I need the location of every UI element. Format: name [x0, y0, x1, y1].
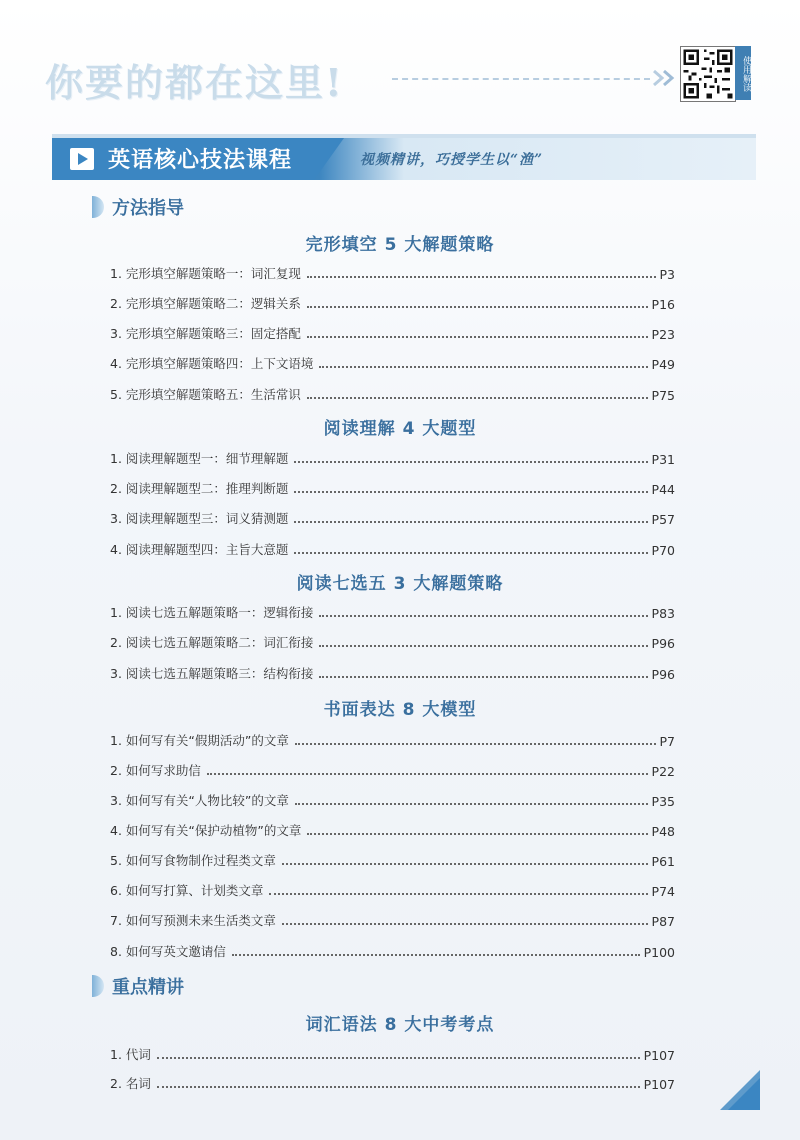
section-marker-icon	[92, 975, 104, 997]
toc-item-label: 1. 阅读理解题型一：细节理解题	[110, 451, 289, 466]
toc-leader-dots	[319, 615, 647, 617]
banner-title: 英语核心技法课程	[108, 148, 293, 173]
toc-item-page: P48	[651, 824, 675, 839]
toc-leader-dots	[294, 552, 647, 554]
toc-item-label: 3. 如何写有关“人物比较”的文章	[110, 793, 289, 808]
section-marker-icon	[92, 196, 104, 218]
toc-item[interactable]	[110, 383, 675, 403]
toc-leader-dots	[207, 773, 648, 775]
toc-item-page: P96	[651, 636, 675, 651]
group-title: 书面表达 8 大模型	[323, 700, 477, 720]
toc-item-page: P3	[659, 267, 675, 282]
group-title: 阅读理解 4 大题型	[323, 419, 477, 439]
toc-leader-dots	[295, 803, 648, 805]
toc-item[interactable]	[110, 322, 675, 342]
toc-item[interactable]	[110, 940, 675, 960]
toc-item[interactable]	[110, 352, 675, 372]
toc-item-label: 2. 阅读七选五解题策略二：词汇衔接	[110, 635, 314, 650]
toc-item-page: P96	[651, 667, 675, 682]
toc-item-page: P57	[651, 512, 675, 527]
toc-item[interactable]	[110, 292, 675, 312]
toc-leader-dots	[232, 954, 640, 956]
toc-item[interactable]	[110, 819, 675, 839]
toc-leader-dots	[294, 521, 647, 523]
toc-leader-dots	[157, 1057, 640, 1059]
toc-leader-dots	[294, 491, 647, 493]
toc-item-page: P107	[643, 1077, 675, 1092]
toc-item[interactable]	[110, 729, 675, 749]
qr-side-label: 使用解读	[735, 46, 751, 100]
slogan-heading: 你要的都在这里!	[45, 60, 344, 105]
toc-item-label: 2. 名词	[110, 1076, 151, 1091]
toc-leader-dots	[319, 676, 647, 678]
toc-item-page: P100	[643, 945, 675, 960]
toc-item-page: P16	[651, 297, 675, 312]
toc-item[interactable]	[110, 1043, 675, 1063]
toc-item[interactable]	[110, 1072, 675, 1092]
toc-leader-dots	[307, 336, 648, 338]
toc-item-page: P44	[651, 482, 675, 497]
toc-item-page: P70	[651, 543, 675, 558]
toc-item-page: P22	[651, 764, 675, 779]
toc-item[interactable]	[110, 601, 675, 621]
toc-item[interactable]	[110, 631, 675, 651]
toc-item-label: 8. 如何写英文邀请信	[110, 944, 226, 959]
toc-item-label: 7. 如何写预测未来生活类文章	[110, 913, 276, 928]
toc-leader-dots	[307, 306, 648, 308]
section-label: 方法指导	[112, 198, 184, 219]
toc-item-label: 3. 阅读理解题型三：词义猜测题	[110, 511, 289, 526]
section-label: 重点精讲	[112, 977, 184, 998]
toc-leader-dots	[307, 276, 656, 278]
toc-item-page: P31	[651, 452, 675, 467]
banner-title-tail	[314, 138, 344, 180]
toc-item-label: 2. 如何写求助信	[110, 763, 201, 778]
toc-item-label: 1. 完形填空解题策略一：词汇复现	[110, 266, 301, 281]
toc-leader-dots	[294, 461, 647, 463]
toc-item-label: 6. 如何写打算、计划类文章	[110, 883, 264, 898]
toc-item[interactable]	[110, 507, 675, 527]
toc-leader-dots	[157, 1086, 640, 1088]
qr-code-icon[interactable]	[680, 46, 736, 102]
toc-item-page: P7	[659, 734, 675, 749]
banner-subtitle: 视频精讲，巧授学生以“渔”	[360, 152, 544, 168]
toc-item-page: P23	[651, 327, 675, 342]
toc-item-page: P35	[651, 794, 675, 809]
group-title: 阅读七选五 3 大解题策略	[296, 574, 504, 594]
toc-leader-dots	[295, 743, 656, 745]
play-icon[interactable]	[70, 148, 94, 170]
toc-leader-dots	[319, 366, 647, 368]
toc-item-label: 2. 阅读理解题型二：推理判断题	[110, 481, 289, 496]
toc-item-page: P75	[651, 388, 675, 403]
toc-item-page: P107	[643, 1048, 675, 1063]
section-heading-method	[92, 194, 184, 220]
toc-item-label: 1. 如何写有关“假期活动”的文章	[110, 733, 289, 748]
toc-item-label: 4. 完形填空解题策略四：上下文语境	[110, 356, 314, 371]
section-heading-key-points	[92, 973, 184, 999]
toc-item[interactable]	[110, 262, 675, 282]
toc-item-label: 3. 完形填空解题策略三：固定搭配	[110, 326, 301, 341]
toc-item-page: P74	[651, 884, 675, 899]
toc-item[interactable]	[110, 909, 675, 929]
group-title: 词汇语法 8 大中考考点	[305, 1015, 495, 1035]
dashed-divider	[392, 78, 650, 80]
group-title: 完形填空 5 大解题策略	[305, 235, 495, 255]
chevron-right-icon	[652, 68, 680, 88]
toc-leader-dots	[307, 397, 648, 399]
toc-item-label: 5. 完形填空解题策略五：生活常识	[110, 387, 301, 402]
toc-item-label: 1. 代词	[110, 1047, 151, 1062]
toc-item-page: P49	[651, 357, 675, 372]
toc-item-label: 3. 阅读七选五解题策略三：结构衔接	[110, 666, 314, 681]
toc-item-label: 4. 如何写有关“保护动植物”的文章	[110, 823, 302, 838]
toc-item[interactable]	[110, 662, 675, 682]
toc-item-page: P87	[651, 914, 675, 929]
toc-item[interactable]	[110, 477, 675, 497]
toc-item-page: P61	[651, 854, 675, 869]
toc-leader-dots	[307, 833, 647, 835]
toc-leader-dots	[269, 893, 647, 895]
toc-item[interactable]	[110, 447, 675, 467]
toc-item-label: 4. 阅读理解题型四：主旨大意题	[110, 542, 289, 557]
page-corner-fold-icon	[720, 1070, 760, 1110]
toc-item[interactable]	[110, 789, 675, 809]
toc-item-label: 1. 阅读七选五解题策略一：逻辑衔接	[110, 605, 314, 620]
toc-leader-dots	[319, 645, 647, 647]
toc-leader-dots	[282, 863, 648, 865]
toc-item[interactable]	[110, 849, 675, 869]
toc-item[interactable]	[110, 759, 675, 779]
toc-item[interactable]	[110, 879, 675, 899]
toc-item-page: P83	[651, 606, 675, 621]
toc-item[interactable]	[110, 538, 675, 558]
toc-item-label: 2. 完形填空解题策略二：逻辑关系	[110, 296, 301, 311]
toc-item-label: 5. 如何写食物制作过程类文章	[110, 853, 276, 868]
toc-leader-dots	[282, 923, 648, 925]
